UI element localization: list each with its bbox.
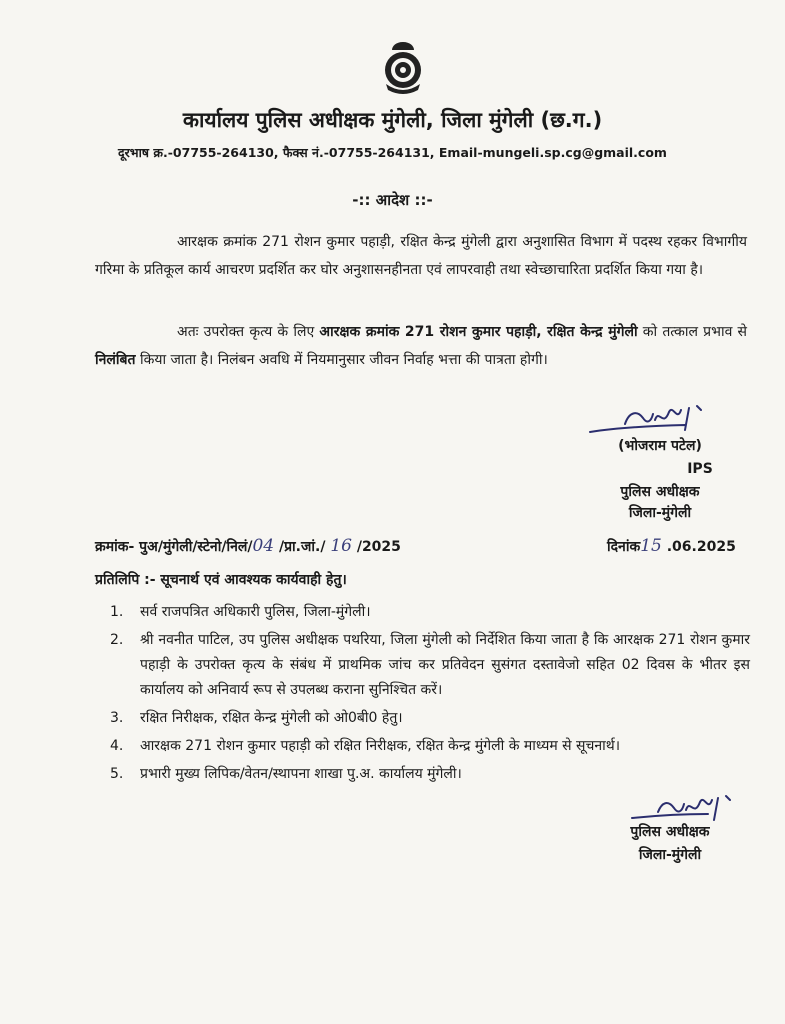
list-item-number: 4. bbox=[110, 738, 124, 754]
order-heading: -:: आदेश ::- bbox=[352, 191, 433, 209]
list-item-text: श्री नवनीत पाटिल, उप पुलिस अधीक्षक पथरिया, जिला मुंगेली को निर्देशित किया जाता है कि आरक्षक 271 रोशन कुमार पहाड़ी के उपरोक्त कृत्य के संबंध में प्राथमिक जांच कर प्रतिवेदन सुसंगत दस्तावेजो सहित 02 दिवस के भीतर इस कार्यालय को अनिवार्य रूप से उपलब्ध कराना सुनिश्चित करें। bbox=[140, 632, 750, 698]
office-title: कार्यालय पुलिस अधीक्षक मुंगेली, जिला मुंगेली (छ.ग.) bbox=[182, 108, 603, 132]
para2-part-c: को तत्काल प्रभाव से bbox=[637, 324, 747, 340]
list-item-text: रक्षित निरीक्षक, रक्षित केन्द्र मुंगेली को ओ0बी0 हेतु। bbox=[140, 710, 403, 726]
ref-year: /2025 bbox=[351, 539, 401, 555]
list-item bbox=[110, 706, 750, 731]
list-item-number: 1. bbox=[110, 604, 124, 620]
order-paragraph-1: आरक्षक क्रमांक 271 रोशन कुमार पहाड़ी, रक्षित केन्द्र मुंगेली द्वारा अनुशासित विभाग में पदस्थ रहकर विभागीय गरिमा के प्रतिकूल कार्य आचरण प्रदर्शित कर घोर अनुशासनहीनता एवं लापरवाही तथा स्वेच्छाचारिता प्रदर्शित किया गया है। bbox=[95, 234, 747, 278]
ref-mid: /प्रा.जां./ bbox=[274, 539, 331, 555]
copy-heading: प्रतिलिपि :- सूचनार्थ एवं आवश्यक कार्यवाही हेतु। bbox=[95, 572, 347, 588]
signer-rank: IPS bbox=[687, 461, 713, 477]
list-item-text: आरक्षक 271 रोशन कुमार पहाड़ी को रक्षित निरीक्षक, रक्षित केन्द्र मुंगेली के माध्यम से सूचनार्थ। bbox=[140, 738, 621, 754]
para2-constable-name: आरक्षक क्रमांक 271 रोशन कुमार पहाड़ी, रक्षित केन्द्र मुंगेली bbox=[319, 324, 638, 340]
order-paragraph-2 bbox=[95, 318, 747, 374]
signer2-designation: पुलिस अधीक्षक bbox=[630, 824, 710, 840]
copy-list bbox=[110, 600, 750, 790]
date-rest: .06.2025 bbox=[661, 539, 736, 555]
police-emblem-icon bbox=[380, 40, 426, 96]
order-reference-number bbox=[95, 536, 401, 556]
date-label: दिनांक bbox=[607, 539, 641, 555]
para2-suspended: निलंबित bbox=[95, 352, 136, 368]
signer-district: जिला-मुंगेली bbox=[628, 505, 692, 521]
list-item-number: 3. bbox=[110, 710, 124, 726]
signer-name: (भोजराम पटेल) bbox=[618, 438, 702, 454]
list-item-number: 5. bbox=[110, 766, 124, 782]
signer2-district: जिला-मुंगेली bbox=[638, 847, 702, 863]
list-item bbox=[110, 628, 750, 703]
para2-part-a: अतः उपरोक्त कृत्य के लिए bbox=[177, 324, 320, 340]
signer-designation: पुलिस अधीक्षक bbox=[620, 484, 700, 500]
ref-handwritten-no1: 04 bbox=[252, 536, 275, 556]
order-date bbox=[607, 536, 736, 556]
list-item-number: 2. bbox=[110, 632, 124, 648]
date-handwritten-day: 15 bbox=[640, 536, 662, 556]
contact-line: दूरभाष क्र.-07755-264130, फैक्स नं.-07755-264131, Email-mungeli.sp.cg@gmail.com bbox=[118, 145, 667, 160]
para2-part-e: किया जाता है। निलंबन अवधि में नियमानुसार जीवन निर्वाह भत्ता की पात्रता होगी। bbox=[135, 352, 548, 368]
ref-prefix: क्रमांक- पुअ/मुंगेली/स्टेनो/निलं/ bbox=[95, 539, 253, 555]
list-item bbox=[110, 600, 750, 625]
list-item-text: प्रभारी मुख्य लिपिक/वेतन/स्थापना शाखा पु.अ. कार्यालय मुंगेली। bbox=[140, 766, 462, 782]
list-item bbox=[110, 762, 750, 787]
list-item bbox=[110, 734, 750, 759]
list-item-text: सर्व राजपत्रित अधिकारी पुलिस, जिला-मुंगेली। bbox=[140, 604, 371, 620]
ref-handwritten-no2: 16 bbox=[330, 536, 352, 556]
